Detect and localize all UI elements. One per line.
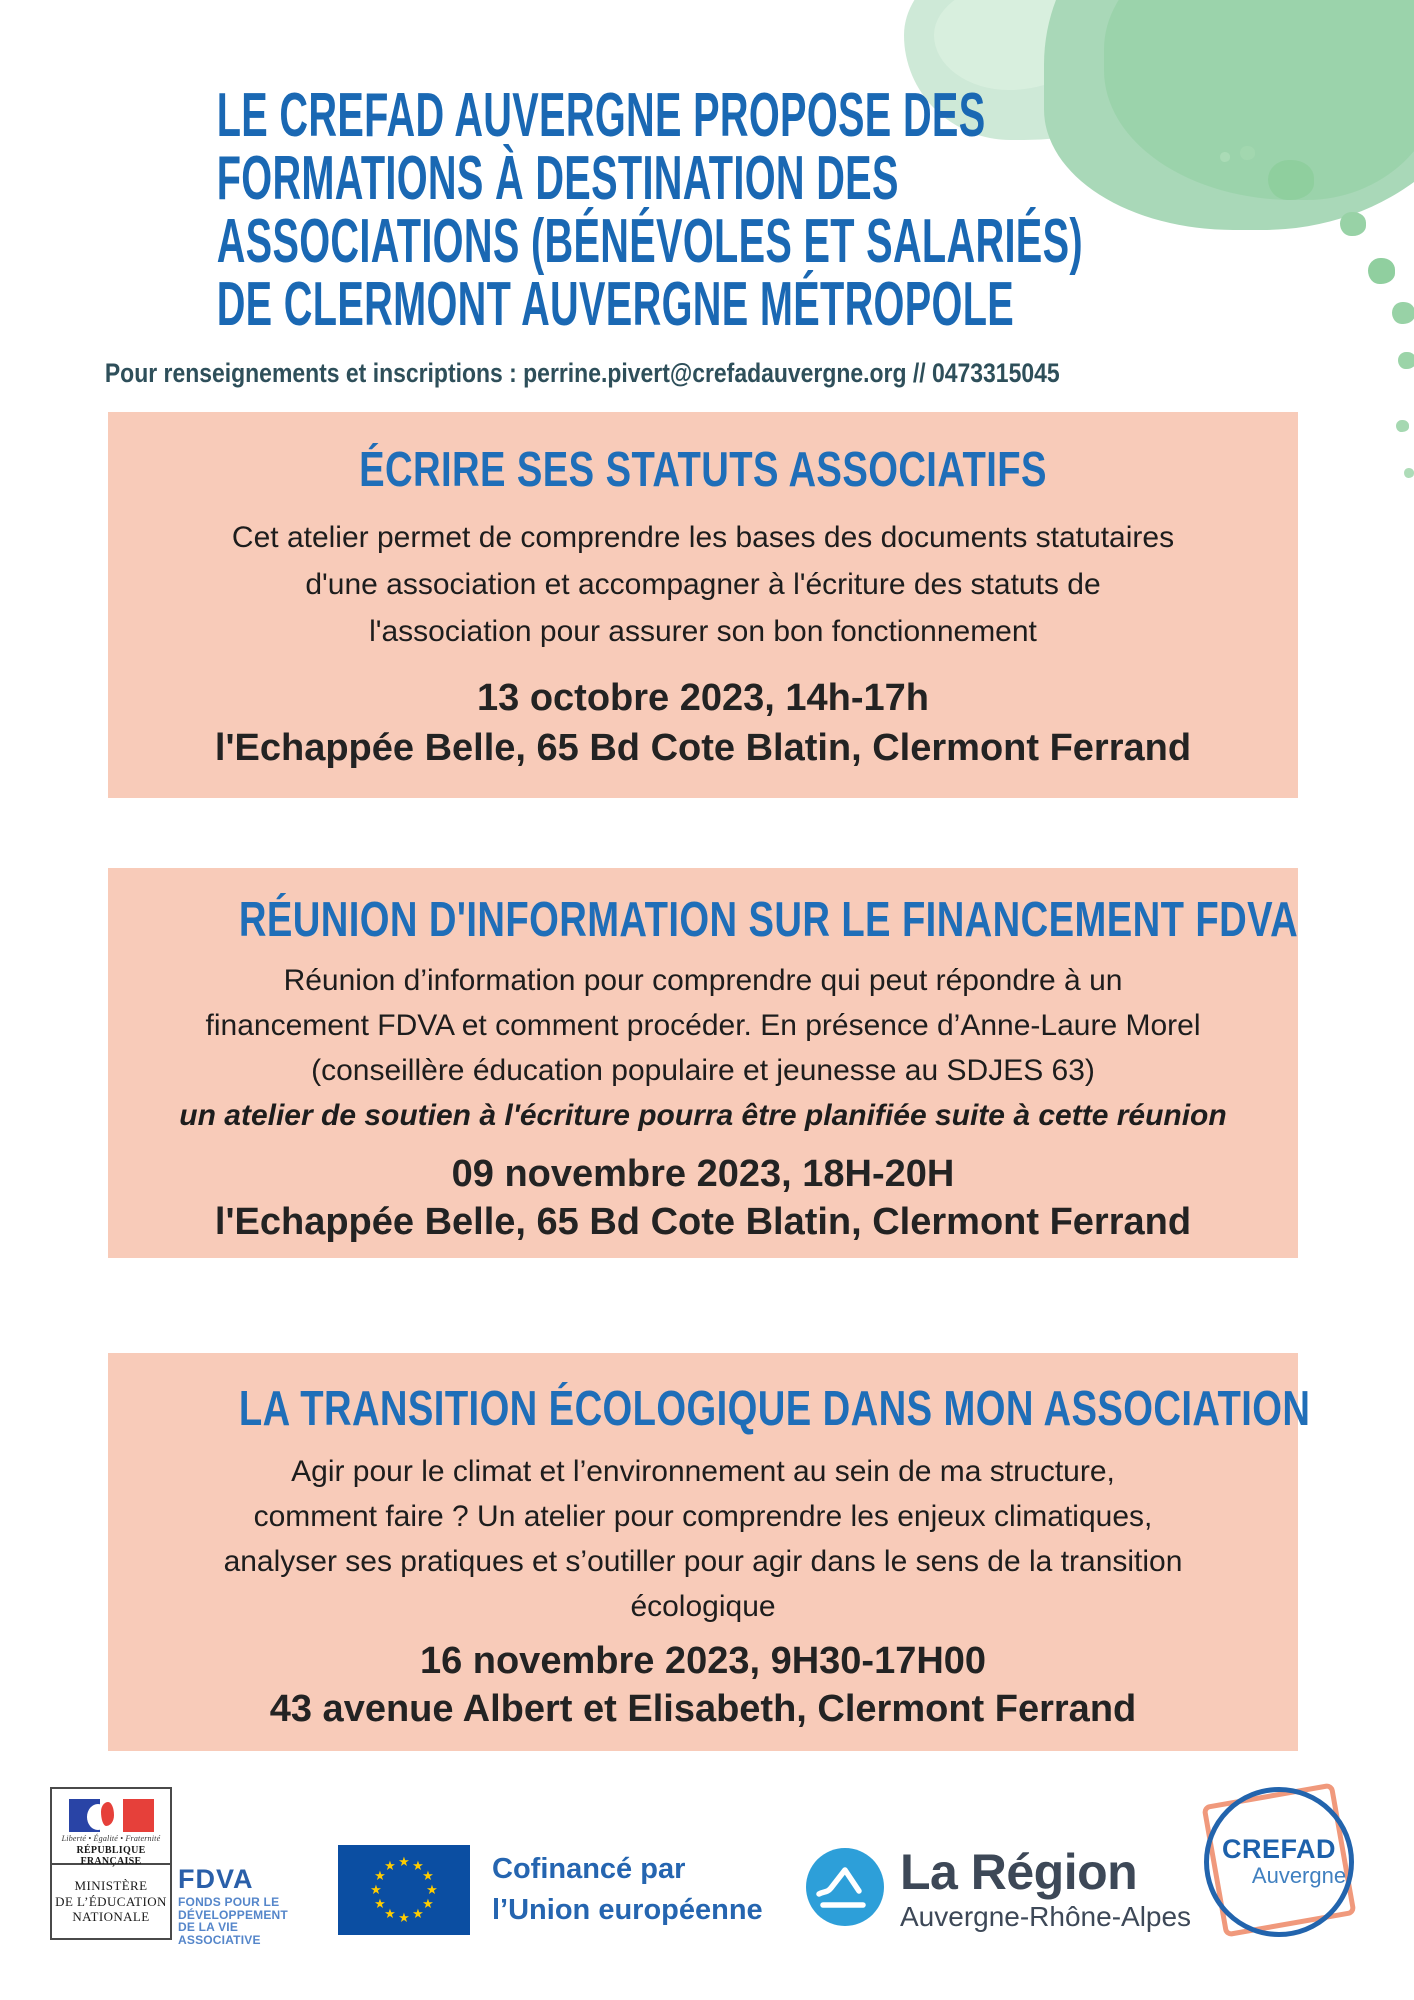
french-flag-marianne-icon	[69, 1799, 154, 1832]
eu-star-icon	[411, 1907, 425, 1921]
watercolor-dot	[1398, 352, 1414, 369]
eu-cofinance-label: Cofinancé par l’Union européenne	[492, 1853, 763, 1926]
description-line: écologique	[630, 1590, 776, 1623]
watercolor-dot	[1220, 152, 1230, 162]
crefad-name: CREFAD	[1221, 1834, 1336, 1864]
republique-motto: Liberté • Égalité • Fraternité	[61, 1834, 161, 1843]
eu-cofinance-logo	[338, 1845, 763, 1935]
session-card-transition	[108, 1353, 1311, 1751]
description-line: comment faire ? Un atelier pour comprendre les enjeux climatiques,	[253, 1500, 1153, 1533]
session-title: ÉCRIRE SES STATUTS ASSOCIATIFS	[359, 443, 1047, 497]
eu-star-icon	[397, 1855, 411, 1869]
description-line: financement FDVA et comment procéder. En présence d’Anne-Laure Morel	[205, 1009, 1201, 1042]
region-aura-logo	[806, 1845, 1191, 1933]
header	[25, 81, 1090, 389]
description-line: Réunion d’information pour comprendre qui peut répondre à un	[283, 964, 1123, 997]
session-title: LA TRANSITION ÉCOLOGIQUE DANS MON ASSOCIATION	[238, 1382, 1311, 1436]
eu-star-icon	[383, 1859, 397, 1873]
page-title-line: LE CREFAD AUVERGNE PROPOSE DES	[216, 81, 986, 150]
eu-star-icon	[369, 1883, 383, 1897]
session-datetime: 16 novembre 2023, 9H30-17H00	[419, 1640, 987, 1682]
description-line: l'association pour assurer son bon fonctionnement	[369, 615, 1037, 648]
ministere-logo	[50, 1787, 172, 1940]
session-datetime: 09 novembre 2023, 18H-20H	[451, 1153, 955, 1195]
page-title-line: DE CLERMONT AUVERGNE MÉTROPOLE	[216, 270, 1015, 339]
session-card-statuts	[108, 412, 1298, 798]
session-description	[108, 514, 1298, 655]
description-line: d'une association et accompagner à l'écriture des statuts de	[305, 568, 1101, 601]
republique-francaise-block	[50, 1787, 172, 1865]
fdva-acronym: FDVA	[178, 1864, 254, 1894]
description-line: Agir pour le climat et l’environnement au sein de ma structure,	[291, 1455, 1115, 1488]
session-location: l'Echappée Belle, 65 Bd Cote Blatin, Clermont Ferrand	[214, 1201, 1192, 1243]
ministere-name-block: MINISTÈRE DE L’ÉDUCATION NATIONALE	[50, 1863, 172, 1940]
region-name: La Région	[900, 1844, 1138, 1900]
watercolor-dot	[1396, 420, 1409, 432]
eu-flag-icon	[338, 1845, 470, 1935]
page-title-line: ASSOCIATIONS (BÉNÉVOLES ET SALARIÉS)	[216, 207, 1083, 276]
watercolor-dot	[1368, 258, 1395, 284]
eu-star-icon	[421, 1869, 435, 1883]
contact-info: Pour renseignements et inscriptions : perrine.pivert@crefadauvergne.org // 0473315045	[104, 358, 1060, 388]
eu-star-icon	[397, 1911, 411, 1925]
eu-star-icon	[425, 1883, 439, 1897]
watercolor-dot	[1340, 212, 1366, 236]
description-line: analyser ses pratiques et s’outiller pour agir dans le sens de la transition	[223, 1545, 1183, 1578]
eu-star-icon	[373, 1897, 387, 1911]
watercolor-dot	[1240, 146, 1255, 160]
page-title-line: FORMATIONS À DESTINATION DES	[216, 144, 899, 213]
watercolor-dot	[1404, 468, 1414, 478]
region-wordmark	[900, 1845, 1191, 1933]
session-note: un atelier de soutien à l'écriture pourra être planifiée suite à cette réunion	[179, 1099, 1227, 1132]
session-card-fdva	[108, 868, 1298, 1258]
session-location: l'Echappée Belle, 65 Bd Cote Blatin, Clermont Ferrand	[214, 727, 1192, 769]
description-line: Cet atelier permet de comprendre les bases des documents statutaires	[231, 521, 1175, 554]
session-location: 43 avenue Albert et Elisabeth, Clermont Ferrand	[269, 1688, 1137, 1730]
crefad-auvergne-logo	[1200, 1783, 1364, 1939]
session-description	[108, 958, 1298, 1138]
fdva-full-name: FONDS POUR LE DÉVELOPPEMENT DE LA VIE ASSOCIATIVE	[178, 1895, 288, 1947]
crefad-region: Auvergne	[1251, 1863, 1347, 1888]
session-title: RÉUNION D'INFORMATION SUR LE FINANCEMENT FDVA	[238, 893, 1299, 947]
description-line: (conseillère éducation populaire et jeunesse au SDJES 63)	[311, 1054, 1095, 1087]
fdva-logo	[178, 1866, 288, 1946]
republique-name: RÉPUBLIQUE FRANÇAISE	[76, 1845, 146, 1867]
session-description	[108, 1449, 1298, 1629]
watercolor-dot	[1268, 160, 1314, 200]
region-mountain-icon	[806, 1848, 884, 1926]
session-datetime: 13 octobre 2023, 14h-17h	[477, 677, 929, 719]
watercolor-dot	[1392, 302, 1414, 324]
region-subtitle: Auvergne-Rhône-Alpes	[900, 1901, 1192, 1932]
